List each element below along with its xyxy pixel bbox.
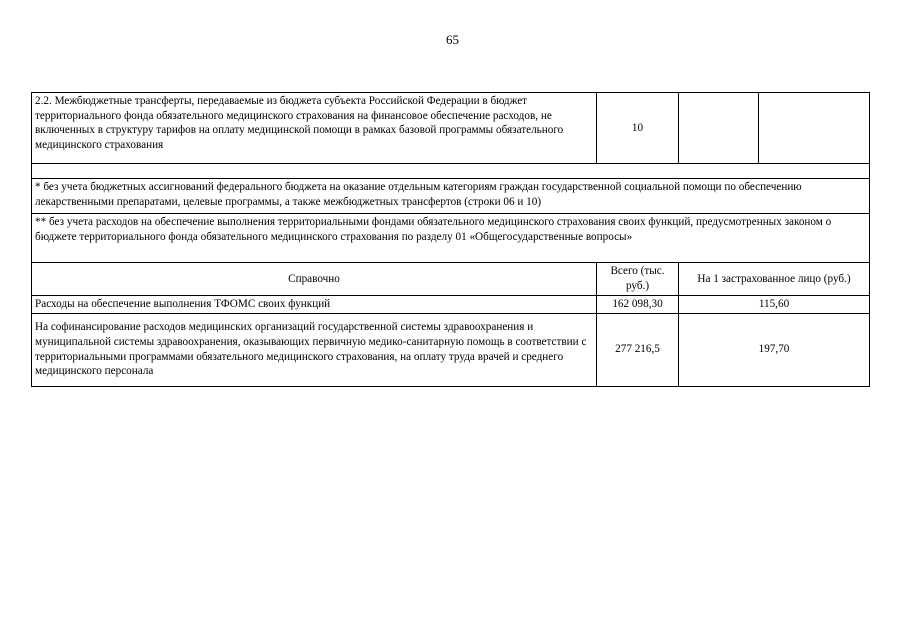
- footnote-1: * без учета бюджетных ассигнований федерального бюджета на оказание отдельным категориям граждан государственной социальной помощи по обеспечению лекарственными препаратами, целевые программы, а также межбюджетных трансфертов (строки 06 и 10): [32, 179, 870, 214]
- footnote-row-2: [32, 214, 870, 263]
- transfer-row: [32, 93, 870, 164]
- budget-table: [31, 92, 870, 387]
- row-per-person: 115,60: [679, 296, 870, 314]
- table-row: [32, 313, 870, 386]
- row-total: 162 098,30: [597, 296, 679, 314]
- row-label: Расходы на обеспечение выполнения ТФОМС своих функций: [32, 296, 597, 314]
- row-label: На софинансирование расходов медицинских организаций государственной системы здравоохранения и муниципальной системы здравоохранения, оказывающих первичную медико-санитарную помощь в соответствии с территориальными программами обязательного медицинского страхования, на оплату труда врачей и среднего медицинского персонала: [32, 313, 597, 386]
- transfer-row-label: 2.2. Межбюджетные трансферты, передаваемые из бюджета субъекта Российской Федерации в бюджет территориального фонда обязательного медицинского страхования на финансовое обеспечение расходов, не включенных в структуру тарифов на оплату медицинской помощи в рамках базовой программы обязательного медицинского страхования: [32, 93, 597, 164]
- reference-header-total: Всего (тыс. руб.): [597, 263, 679, 296]
- transfer-row-empty-cell-1: [679, 93, 759, 164]
- empty-row: [32, 164, 870, 179]
- table-row: [32, 296, 870, 314]
- transfer-row-empty-cell-2: [759, 93, 870, 164]
- footnote-2: ** без учета расходов на обеспечение выполнения территориальными фондами обязательного медицинского страхования своих функций, предусмотренных законом о бюджете территориального фонда обязательного медицинского страхования по разделу 01 «Общегосударственные вопросы»: [32, 214, 870, 263]
- empty-cell: [32, 164, 870, 179]
- reference-header-per-person: На 1 застрахованное лицо (руб.): [679, 263, 870, 296]
- reference-header-row: [32, 263, 870, 296]
- footnote-row-1: [32, 179, 870, 214]
- page-number: 65: [446, 32, 459, 47]
- row-total: 277 216,5: [597, 313, 679, 386]
- row-per-person: 197,70: [679, 313, 870, 386]
- transfer-row-line-number: 10: [597, 93, 679, 164]
- reference-header-label: Справочно: [32, 263, 597, 296]
